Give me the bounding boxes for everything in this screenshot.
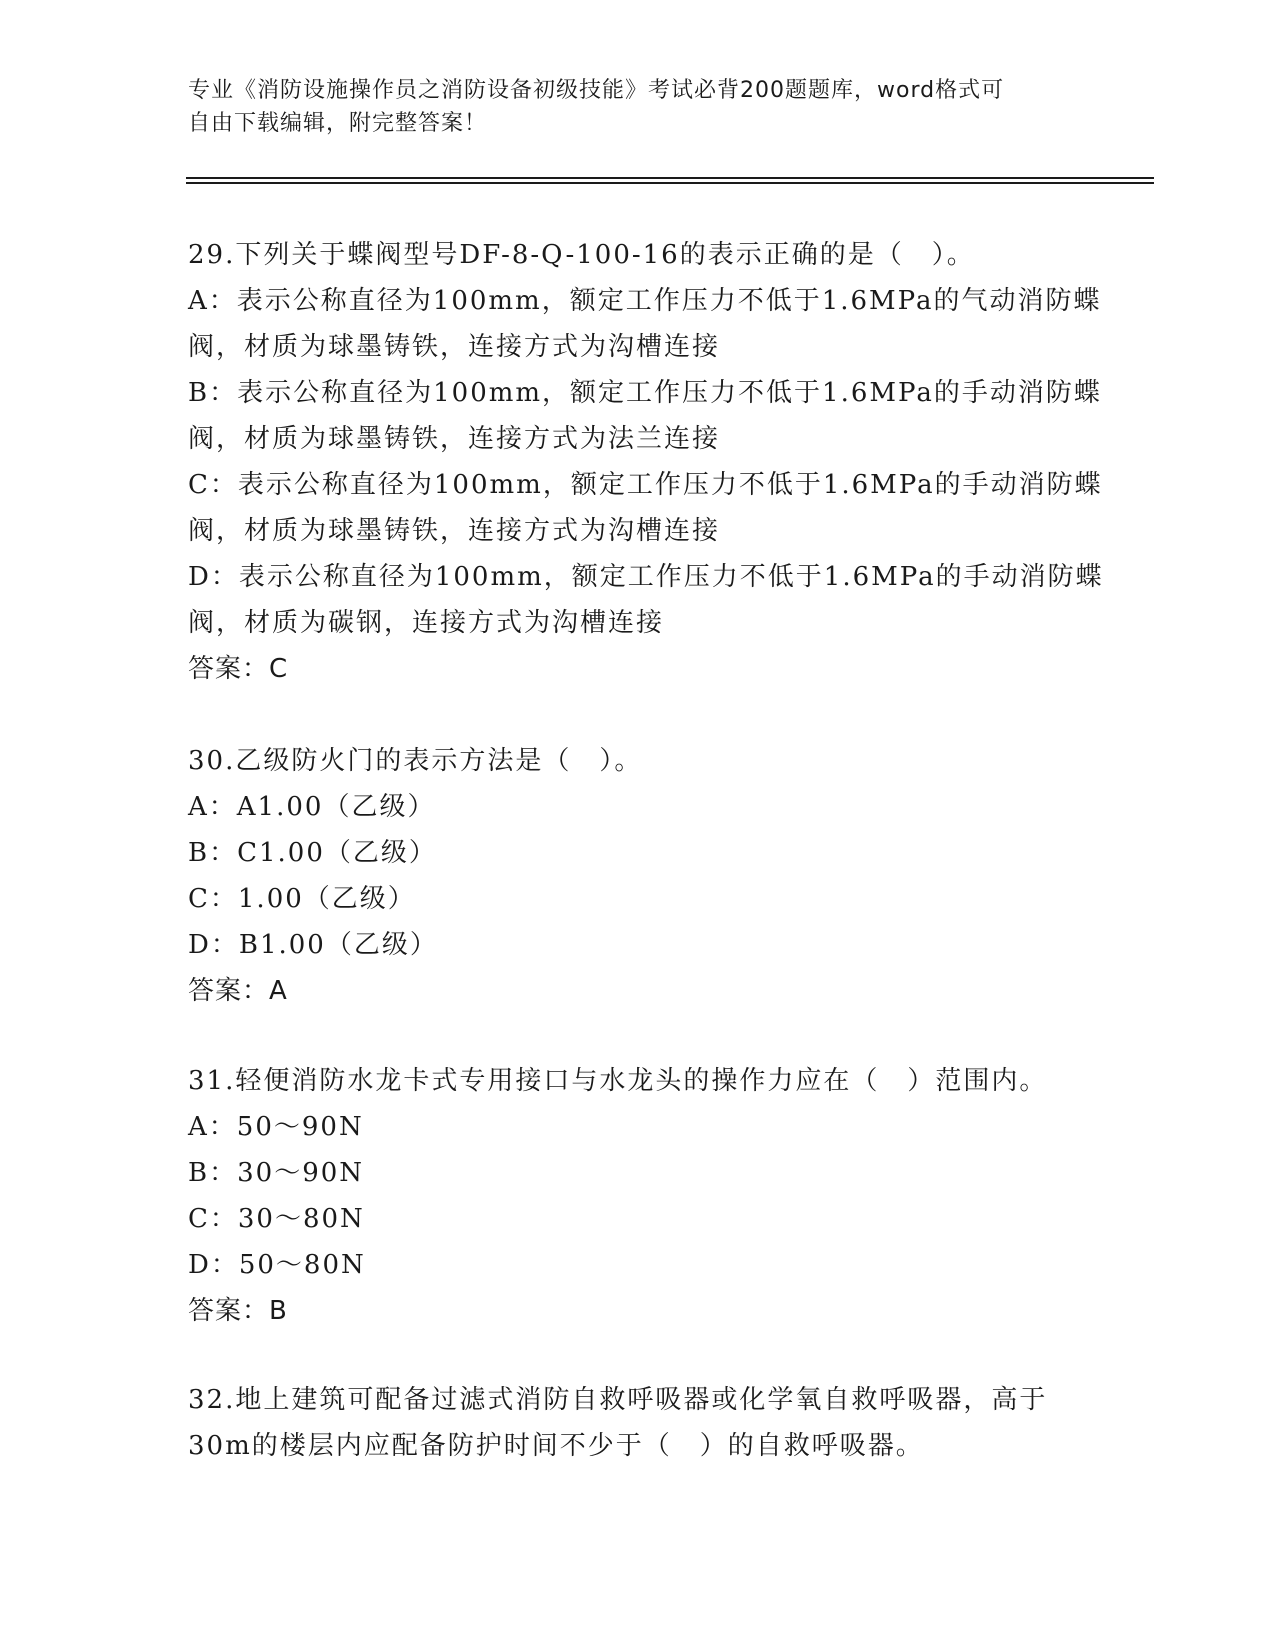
- question-stem-line-1: 32.地上建筑可配备过滤式消防自救呼吸器或化学氧自救呼吸器，高于: [188, 1385, 1048, 1415]
- question-stem-line-2: 30m的楼层内应配备防护时间不少于（ ）的自救呼吸器。: [188, 1431, 924, 1461]
- option-b-line-1: B：表示公称直径为100mm，额定工作压力不低于1.6MPa的手动消防蝶: [188, 378, 1102, 408]
- header-line-1: 专业《消防设施操作员之消防设备初级技能》考试必背200题题库，word格式可: [188, 78, 1005, 103]
- option-b-line-2: 阀，材质为球墨铸铁，连接方式为法兰连接: [188, 424, 721, 454]
- option-a: A：A1.00（乙级）: [188, 792, 436, 822]
- question-30: [188, 738, 1088, 1014]
- question-29: [188, 232, 1104, 692]
- option-b: B：C1.00（乙级）: [188, 838, 437, 868]
- option-c-line-1: C：表示公称直径为100mm，额定工作压力不低于1.6MPa的手动消防蝶: [188, 470, 1103, 500]
- option-b: B：30～90N: [188, 1158, 365, 1188]
- header-divider-top: [186, 177, 1154, 179]
- question-stem: 29.下列关于蝶阀型号DF-8-Q-100-16的表示正确的是（ ）。: [188, 240, 975, 270]
- question-31: [188, 1058, 1088, 1334]
- header-line-2: 自由下载编辑，附完整答案！: [188, 111, 488, 136]
- option-d-line-1: D：表示公称直径为100mm，额定工作压力不低于1.6MPa的手动消防蝶: [188, 562, 1104, 592]
- option-d: D：B1.00（乙级）: [188, 930, 438, 960]
- question-stem: 30.乙级防火门的表示方法是（ ）。: [188, 746, 643, 776]
- option-c: C：30～80N: [188, 1204, 365, 1234]
- header-divider-bottom: [186, 182, 1154, 184]
- question-stem: 31.轻便消防水龙卡式专用接口与水龙头的操作力应在（ ）范围内。: [188, 1066, 1048, 1096]
- question-32: [188, 1377, 1088, 1469]
- option-c-line-2: 阀，材质为球墨铸铁，连接方式为沟槽连接: [188, 516, 721, 546]
- answer-line: 答案：A: [188, 976, 288, 1006]
- option-d: D：50～80N: [188, 1250, 366, 1280]
- answer-line: 答案：C: [188, 654, 289, 684]
- option-c: C：1.00（乙级）: [188, 884, 416, 914]
- document-header: [188, 74, 1068, 140]
- option-a-line-2: 阀，材质为球墨铸铁，连接方式为沟槽连接: [188, 332, 721, 362]
- option-d-line-2: 阀，材质为碳钢，连接方式为沟槽连接: [188, 608, 665, 638]
- option-a: A：50～90N: [188, 1112, 364, 1142]
- answer-line: 答案：B: [188, 1296, 288, 1326]
- option-a-line-1: A：表示公称直径为100mm，额定工作压力不低于1.6MPa的气动消防蝶: [188, 286, 1102, 316]
